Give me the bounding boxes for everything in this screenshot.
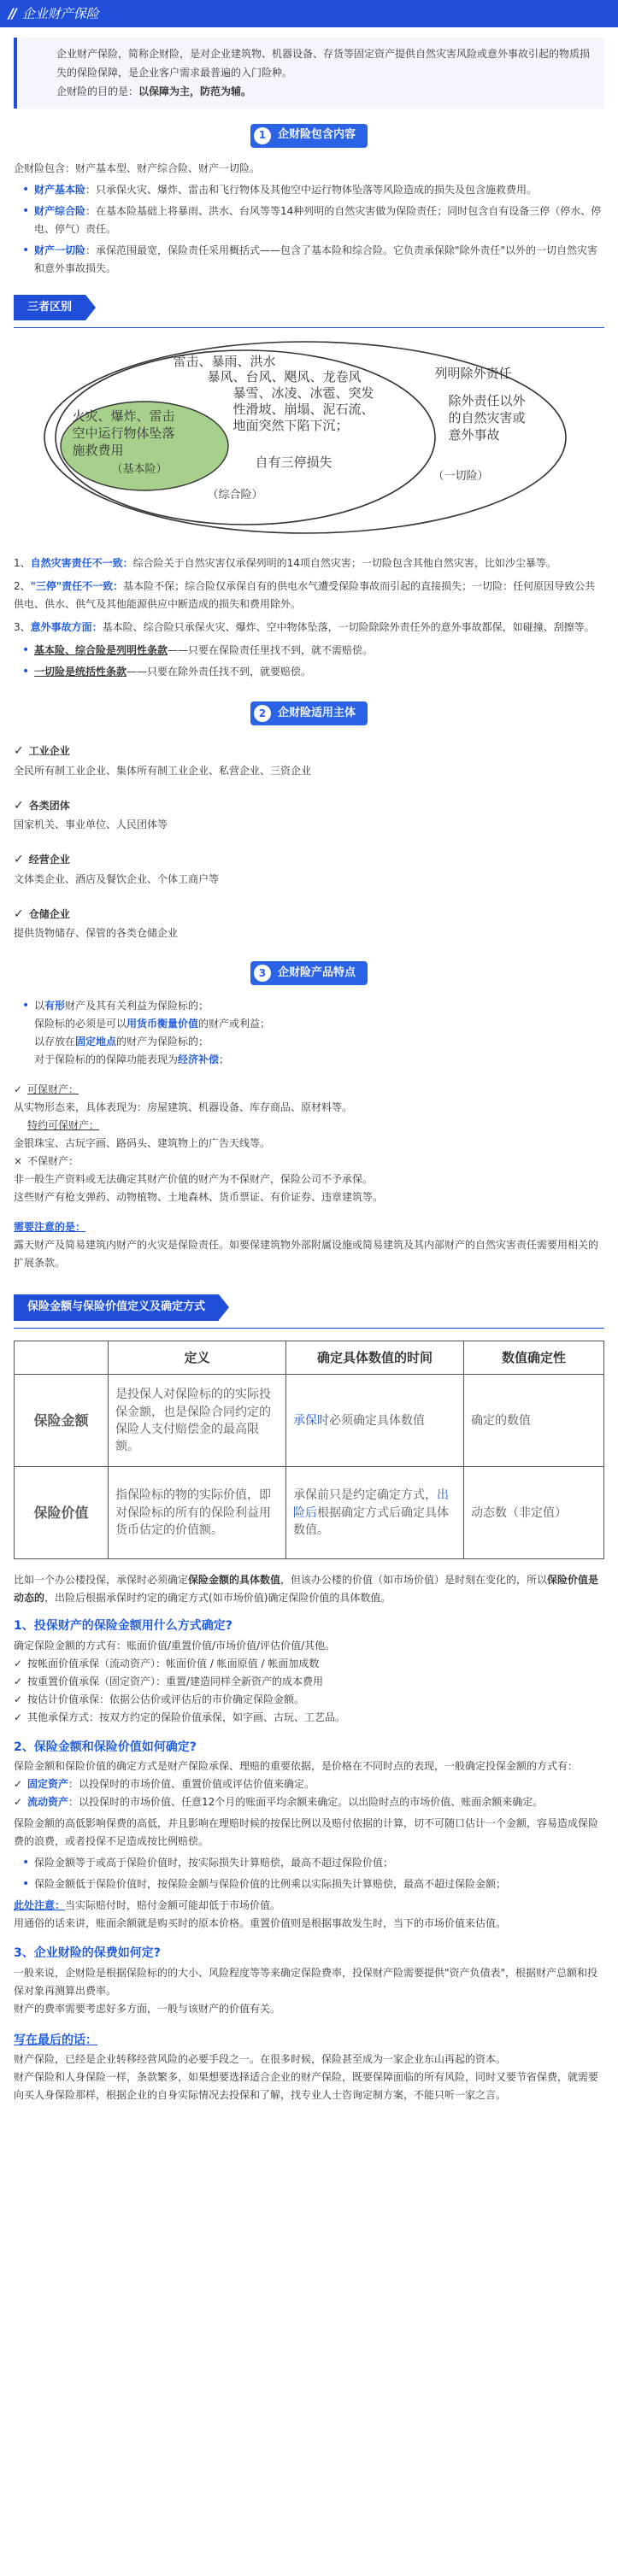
item-head: 财产综合险 — [34, 204, 86, 217]
list-item — [34, 997, 604, 1069]
row-definition: 是投保人对保险标的的实际投保金额，也是保险合同约定的保险人支付赔偿金的最高限额。 — [109, 1375, 286, 1467]
subject-text: 全民所有制工业企业、集体所有制工业企业、私营企业、三资企业 — [14, 764, 312, 777]
composite-label: （综合险） — [207, 489, 263, 502]
subject-head-text: 仓储企业 — [28, 907, 70, 920]
subject-head — [14, 849, 604, 871]
subject-group — [14, 741, 604, 780]
item-text: 按重置价值承保（固定资产）：重置/建造同样全新资产的成本费用 — [27, 1675, 324, 1687]
insurable-block — [14, 1081, 604, 1206]
sums-intro — [14, 1571, 604, 1607]
diff-3: 3、意外事故方面：基本险、综合险只承保火灾、爆炸、空中物体坠落，一切险除除外责任外的意外事故都保，如碰撞、刮擦等。 — [14, 621, 595, 634]
list-item — [34, 663, 604, 681]
list-item — [14, 1691, 604, 1709]
self-equipment-loss: 自有三停损失 — [255, 455, 333, 471]
feature-1b: 有形 — [44, 1000, 66, 1012]
item-text: ：在基本险基础上将暴雨、洪水、台风等等14种列明的自然灾害做为保险责任；同时包含自有设备三停（停水、停电、停气）责任。 — [34, 204, 602, 235]
row-name: 保险金额 — [15, 1375, 109, 1467]
diff-2-text: 基本险不保；综合险仅承保自有的供电水气遭受保险事故而引起的直接损失；一切险：任何原因导致公共供电、供水、供气及其他能源供应中断造成的损失和费用除外。 — [14, 580, 596, 611]
outer-line-2: 暴风、台风、飓风、龙卷风 — [207, 369, 362, 385]
question-2-paragraph: 保险金额的高低影响保费的高低，并且影响在理赔时候的按保比例以及赔付依据的计算，切不可随口估计一个金额，容易造成保险费的浪费，或者投保不足造成按比例赔偿。 — [14, 1817, 599, 1848]
item-text: 按帐面价值承保（流动资产）：帐面价值 / 帐面原值 / 帐面加成数 — [27, 1657, 320, 1669]
basic-line-1: 火灾、爆炸、雷击 — [72, 408, 175, 425]
note-line-text: 当实际赔付时，赔付金额可能却低于市场价值。 — [65, 1899, 281, 1912]
time-post: 根据确定方式后确定具体数值。 — [293, 1505, 449, 1537]
exclusion-title: 列明除外责任 — [434, 366, 512, 382]
section1-pill — [250, 124, 368, 148]
basic-line-2: 空中运行物体坠落 — [72, 425, 175, 442]
note-line-head: 此处注意： — [14, 1899, 66, 1912]
sums-d: 保险价值是动态的 — [14, 1574, 599, 1605]
feature-1a: 以 — [34, 1000, 45, 1012]
row-definition: 指保险标的物的实际价值，即对保险标的所有的保险利益用货币估定的价值额。 — [109, 1467, 286, 1559]
claim-rules — [14, 1854, 604, 1893]
table-row — [15, 1467, 604, 1559]
special-head: 特约可保财产： — [27, 1119, 100, 1132]
check-icon: ✓ — [14, 1710, 23, 1723]
page-title: 企业财产保险 — [21, 5, 99, 21]
subject-group — [14, 849, 604, 889]
table-header: 数值确定性 — [464, 1341, 604, 1375]
subject-head-text: 经营企业 — [28, 854, 70, 866]
intro-goal — [56, 82, 592, 101]
question-3-p2: 财产的费率需要考虑好多方面，一般与该财产的价值有关。 — [14, 2002, 281, 2015]
section3-title: 企财险产品特点 — [277, 965, 356, 979]
diff-1-text: 综合险关于自然灾害仅承保列明的14项自然灾害；一切险包含其他自然灾害，比如沙尘暴等。 — [132, 557, 556, 570]
feature-2a: 保险标的必须是可以 — [34, 1018, 127, 1030]
divider — [14, 1328, 604, 1329]
note-head: 需要注意的是： — [14, 1221, 86, 1234]
table-header: 确定具体数值的时间 — [286, 1341, 464, 1375]
subject-head-text: 各类团体 — [28, 799, 70, 812]
item-text: ：以投保时的市场价值、重置价值或评估价值来确定。 — [68, 1778, 315, 1791]
list-item — [14, 1793, 604, 1811]
intro-goal-prefix: 企财险的目的是： — [56, 85, 139, 98]
diff-2: 2、"三停"责任不一致：基本险不保；综合险仅承保自有的供电水气遭受保险事故而引起的直接损失；一切险：任何原因导致公共供电、供水、供气及其他能源供应中断造成的损失和费用除外。 — [14, 580, 596, 611]
sums-a: 比如一个办公楼投保，承保时必须确定 — [14, 1574, 189, 1587]
row-time — [286, 1467, 464, 1559]
non-insurable-head — [14, 1153, 604, 1171]
section2-pill — [250, 701, 368, 725]
subject-text: 提供货物储存、保管的各类仓储企业 — [14, 927, 179, 940]
time-highlight: 出险后 — [293, 1488, 449, 1520]
intro-box — [14, 38, 604, 109]
row-certainty: 动态数（非定值） — [464, 1467, 604, 1559]
intro-paragraph: 企业财产保险，简称企财险，是对企业建筑物、机器设备、存货等固定资产提供自然灾害风险或意外事故引起的物质损失的保险保障，是企业客户需求最普遍的入门险种。 — [56, 48, 591, 79]
section1-title: 企财险包含内容 — [277, 128, 356, 142]
subject-text: 国家机关、事业单位、人民团体等 — [14, 819, 168, 831]
sums-b: 保险金额的具体数值 — [188, 1574, 281, 1587]
check-icon: ✓ — [14, 1675, 23, 1687]
check-icon: ✓ — [14, 907, 24, 921]
feature-3b: 固定地点 — [75, 1036, 117, 1048]
differences — [14, 555, 604, 637]
check-icon: ✓ — [14, 1083, 23, 1096]
section3-pill — [250, 961, 368, 985]
section1-heading — [14, 124, 604, 148]
final-p1: 财产保险，已经是企业转移经营风险的必要手段之一。在很多时候，保险甚至成为一家企业东山再起的资本。 — [14, 2053, 507, 2066]
item-text: 按估计价值承保：依据公估价或评估后的市价确定保险金额。 — [27, 1693, 305, 1705]
list-item: • 保险金额等于或高于保险价值时，按实际损失计算赔偿，最高不超过保险价值； — [34, 1854, 604, 1872]
subject-head — [14, 795, 604, 817]
non-text-2: 这些财产有枪支弹药、动物植物、土地森林、货币票证、有价证券、违章建筑等。 — [14, 1191, 384, 1204]
item-text: ：承保范围最宽，保险责任采用概括式——包含了基本险和综合险。它负责承保除"除外责任"以外的一切自然灾害和意外事故损失。 — [34, 244, 598, 274]
three-diff-title: 三者区别 — [14, 295, 85, 321]
clause-type-list — [14, 642, 604, 681]
cross-icon: × — [14, 1155, 23, 1168]
list-item — [14, 1709, 604, 1727]
list-item — [14, 1673, 604, 1691]
check-icon: ✓ — [14, 1657, 23, 1669]
question-3: 3、企业财险的保费如何定? — [14, 1946, 161, 1961]
intro-goal-highlight: 以保障为主，防范为辅。 — [138, 85, 252, 98]
item-text: ：只承保火灾、爆炸、雷击和飞行物体及其他空中运行物体坠落等风险造成的损失及包含施救费用。 — [85, 183, 538, 196]
outer-line-1: 雷击、暴雨、洪水 — [173, 354, 276, 370]
section4-title: 保险金额与保险价值定义及确定方式 — [14, 1294, 219, 1321]
diff-3-text: 基本险、综合险只承保火灾、爆炸、空中物体坠落，一切险除除外责任外的意外事故都保，如碰撞、刮擦等。 — [102, 621, 595, 634]
clause-text: ——只要在除外责任找不到，就要赔偿。 — [127, 666, 312, 678]
outer-line-5: 地面突然下陷下沉； — [232, 418, 349, 434]
feature-3c: 的财产为保险标的； — [116, 1036, 209, 1048]
section2-number: 2 — [254, 705, 271, 722]
subject-head — [14, 741, 604, 762]
non-text-1: 非一般生产资料或无法确定其财产价值的财产为不保财产，保险公司不予承保。 — [14, 1173, 374, 1186]
subject-text: 文体类企业、酒店及餐饮企业、个体工商户等 — [14, 872, 220, 885]
row-certainty: 确定的数值 — [464, 1375, 604, 1467]
feature-4c: ； — [219, 1053, 230, 1066]
check-icon: ✓ — [14, 1778, 23, 1791]
item-text: ：以投保时的市场价值、任意12个月的账面平均余额来确定。以出险时点的市场价值、账面余额来确定。 — [68, 1796, 544, 1809]
question-3-p1: 一般来说，企财险是根据保险标的的大小、风险程度等等来确定保险费率，投保财产险需要提供"资产负债表"，根据财产总额和投保对象再测算出费率。 — [14, 1966, 598, 1997]
subject-head — [14, 904, 604, 925]
list-item — [14, 1655, 604, 1673]
non-head-text: 不保财产： — [27, 1155, 79, 1168]
clause-head: 一切险是统括性条款 — [34, 666, 127, 678]
sums-c: ，但该办公楼的价值（如市场价值）是时刻在变化的，所以 — [280, 1574, 548, 1587]
item-head: 固定资产 — [27, 1778, 69, 1791]
feature-2b: 用货币衡量价值 — [127, 1018, 199, 1030]
list-item — [34, 642, 604, 660]
subject-group — [14, 795, 604, 835]
feature-3a: 以存放在 — [34, 1036, 76, 1048]
check-icon: ✓ — [14, 798, 24, 813]
section1-list — [14, 181, 604, 278]
feature-4b: 经济补偿 — [178, 1053, 220, 1066]
insurable-head — [14, 1081, 604, 1099]
table-header — [15, 1341, 109, 1375]
list-item — [34, 181, 604, 199]
section1-number: 1 — [254, 127, 271, 144]
clause-text: ——只要在保险责任里找不到，就不需赔偿。 — [168, 644, 374, 657]
question-1: 1、投保财产的保险金额用什么方式确定? — [14, 1619, 232, 1634]
item-head: 流动资产 — [27, 1796, 69, 1809]
feature-2c: 的财产或利益； — [198, 1018, 271, 1030]
feature-list — [14, 997, 604, 1069]
exclusion-line-2: 的自然灾害或 — [448, 410, 526, 426]
exclusion-line-1: 除外责任以外 — [448, 393, 526, 409]
section3-number: 3 — [254, 965, 271, 982]
table-row — [15, 1375, 604, 1467]
time-pre: 承保前只是约定确定方式， — [293, 1488, 437, 1503]
insurable-text: 从实物形态来，具体表现为：房屋建筑、机器设备、库存商品、原材料等。 — [14, 1101, 353, 1114]
top-header — [0, 0, 618, 27]
list-item: • 保险金额低于保险价值时，按保险金额与保险价值的比例乘以实际损失计算赔偿，最高不超过保险金额； — [34, 1875, 604, 1893]
time-highlight: 承保时 — [293, 1413, 329, 1428]
note-line-2: 用通俗的话来讲，账面余额就是购买时的原本价格。重置价值则是根据事故发生时，当下的市场价值来估值。 — [14, 1917, 507, 1930]
coverage-diagram — [40, 337, 579, 537]
diff-2-head: "三停"责任不一致： — [30, 580, 124, 593]
question-2: 2、保险金额和保险价值如何确定? — [14, 1740, 197, 1754]
insurable-head-text: 可保财产： — [27, 1083, 79, 1096]
table-header-row — [15, 1341, 604, 1375]
comparison-table — [14, 1341, 604, 1559]
note-line — [14, 1897, 604, 1915]
list-item — [34, 242, 604, 278]
list-item — [34, 202, 604, 238]
check-icon: ✓ — [14, 1796, 23, 1809]
section2-heading — [14, 701, 604, 725]
diff-1-head: 自然灾害责任不一致： — [30, 557, 133, 570]
row-time — [286, 1375, 464, 1467]
check-icon: ✓ — [14, 744, 24, 759]
outer-line-3: 暴雪、冰凌、冰雹、突发 — [232, 385, 374, 402]
sums-e: ，出险后根据承保时约定的确定方式(如市场价值)确定保险价值的具体数值。 — [44, 1592, 391, 1605]
divider — [14, 327, 604, 328]
exclusion-line-3: 意外事故 — [448, 427, 500, 443]
section4-heading — [14, 1294, 604, 1321]
item-head: 财产基本险 — [34, 183, 86, 196]
row-name: 保险价值 — [15, 1467, 109, 1559]
check-icon: ✓ — [14, 853, 24, 867]
basic-label: （基本险） — [111, 463, 168, 477]
special-text: 金银珠宝、古玩字画、路码头、建筑物上的广告天线等。 — [14, 1137, 271, 1150]
item-head: 财产一切险 — [34, 244, 86, 256]
clause-head: 基本险、综合险是列明性条款 — [34, 644, 168, 657]
basic-line-3: 施救费用 — [72, 443, 124, 459]
final-heading: 写在最后的话： — [14, 2033, 97, 2047]
note-text: 露天财产及简易建筑内财产的火灾是保险责任。如要保建筑物外部附属设施或简易建筑及其内部财产的自然灾害责任需要用相关的扩展条款。 — [14, 1239, 599, 1270]
section1-lead: 企财险包含：财产基本型、财产综合险、财产一切险。 — [14, 161, 261, 174]
section3-heading — [14, 961, 604, 985]
diff-3-head: 意外事故方面： — [30, 621, 103, 634]
question-2-lead: 保险金额和保险价值的确定方式是财产保险承保、理赔的重要依据，是价格在不同时点的表现，一般确定投保金额的方式有： — [14, 1760, 579, 1773]
list-item — [14, 1775, 604, 1793]
three-diff-heading — [14, 295, 604, 321]
slash-icon: // — [9, 5, 15, 21]
table-header: 定义 — [109, 1341, 286, 1375]
question-1-lead: 确定保险金额的方式有：账面价值/重置价值/市场价值/评估价值/其他。 — [14, 1639, 336, 1652]
check-icon: ✓ — [14, 1693, 23, 1705]
note-block — [14, 1218, 604, 1272]
diff-1: 1、自然灾害责任不一致：综合险关于自然灾害仅承保列明的14项自然灾害；一切险包含其他自然灾害，比如沙尘暴等。 — [14, 557, 556, 570]
subject-head-text: 工业企业 — [28, 745, 70, 758]
subject-group — [14, 904, 604, 943]
item-text: 其他承保方式：按双方约定的保险价值承保，如字画、古玩、工艺品。 — [27, 1710, 346, 1723]
section2-title: 企财险适用主体 — [277, 706, 356, 719]
time-post: 必须确定具体数值 — [329, 1413, 425, 1428]
feature-4a: 对于保险标的的保障功能表现为 — [34, 1053, 179, 1066]
final-p2: 财产保险和人身保险一样，条款繁多，如果想要选择适合企业的财产保险，既要保障面临的所有风险，同时又要节省保费，就需要向买人身保险那样，根据企业的自身实际情况去投保和了解，找专业人士咨询定制方案，不能只听一家之言。 — [14, 2071, 599, 2102]
all-risk-label: （一切险） — [433, 470, 489, 484]
outer-line-4: 性滑坡、崩塌、泥石流、 — [232, 402, 374, 418]
feature-1c: 财产及其有关利益为保险标的； — [65, 1000, 209, 1012]
